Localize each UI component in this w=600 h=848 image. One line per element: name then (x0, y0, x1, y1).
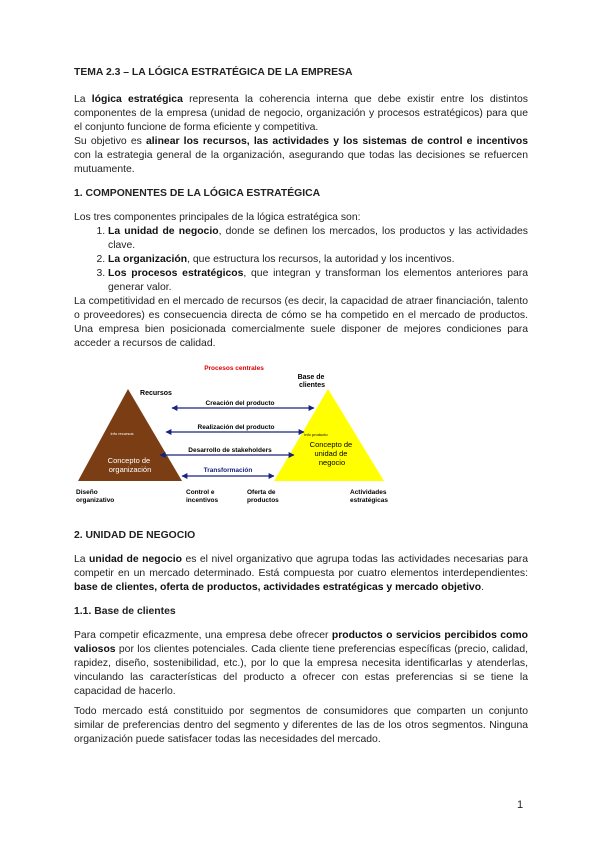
arrow-label-stakeholders: Desarrollo de stakeholders (188, 447, 272, 454)
list-item: 1. La unidad de negocio, donde se definen los mercados, los productos y las actividades clave. (108, 225, 528, 253)
section-1-lead: Los tres componentes principales de la lógica estratégica son: (74, 212, 361, 223)
section-2-paragraph-3: Todo mercado está constituido por segmentos de consumidores que comparten un conjunto similar de preferencias dentro del segmento y diferentes de las de los otros segmentos. Ninguna organización puede satisfacer todas las necesidades del mercado. (74, 706, 528, 745)
left-small-label: Info recursos (110, 431, 134, 436)
processes-label: Procesos centrales (204, 365, 264, 372)
page-number: 1 (517, 799, 524, 811)
page-title: TEMA 2.3 – LA LÓGICA ESTRATÉGICA DE LA EMPRESA (74, 67, 353, 78)
list-item: 3. Los procesos estratégicos, que integran y transforman los elementos anteriores para generar valor. (108, 267, 528, 295)
section-2-paragraph-1: La unidad de negocio es el nivel organizativo que agrupa todas las actividades necesarias para competir en un mercado determinado. Está compuesta por cuatro elementos interdependientes: base de clientes, oferta de productos, actividades estratégicas y mercado objetivo. (74, 554, 528, 593)
diagram-svg (74, 361, 404, 519)
intro-paragraph-1: La lógica estratégica representa la coherencia interna que debe existir entre los distintos componentes de la empresa (unidad de negocio, organización y procesos estratégicos) para que el conjunto funcione de forma eficiente y competitiva. (74, 94, 528, 133)
subsection-heading: 1.1. Base de clientes (74, 606, 176, 617)
strategic-logic-diagram (74, 361, 528, 519)
arrow-label-creacion: Creación del producto (205, 400, 275, 407)
document-page (74, 66, 528, 747)
list-item: 2. La organización, que estructura los recursos, la autoridad y los incentivos. (108, 253, 528, 267)
business-unit-triangle (274, 389, 384, 481)
bottom-label-oferta: Oferta de productos (247, 489, 279, 504)
right-small-label: info producto (304, 432, 328, 437)
bottom-label-control: Control e incentivos (186, 489, 219, 504)
section-1-heading: 1. COMPONENTES DE LA LÓGICA ESTRATÉGICA (74, 188, 321, 199)
bottom-label-actividades: Actividades estratégicas (350, 489, 388, 504)
left-triangle-label: Concepto de organización (107, 456, 152, 474)
section-1-after: La competitividad en el mercado de recursos (es decir, la capacidad de atraer financiación, talento o proveedores) es consecuencia directa de cómo se ha competido en el mercado de productos. Una empresa bien posicionada comercialmente suele disponer de mejores condiciones para acceder a recursos de calidad. (74, 296, 528, 349)
components-list (74, 225, 528, 295)
arrow-label-realizacion: Realización del producto (197, 424, 275, 431)
intro-paragraph-2: Su objetivo es alinear los recursos, las actividades y los sistemas de control e incentivos con la estrategia general de la organización, asegurando que todas las decisiones se refuercen mutuamente. (74, 136, 528, 175)
resources-label: Recursos (140, 390, 172, 397)
right-triangle-label: Concepto de unidad de negocio (309, 440, 353, 467)
bottom-label-diseno: Diseño organizativo (76, 489, 115, 504)
section-2-paragraph-2: Para competir eficazmente, una empresa debe ofrecer productos o servicios percibidos como valiosos por los clientes potenciales. Cada cliente tiene preferencias específicas (precio, calidad, rapidez, diseño, sostenibilidad, etc.), por lo que la empresa necesita identificarlas y atenderlas, vinculando las características del producto a ofrecer con estas preferencias si se tiene la capacidad de hacerlo. (74, 630, 528, 697)
arrow-label-transformacion: Transformación (203, 467, 253, 474)
section-2-heading: 2. UNIDAD DE NEGOCIO (74, 530, 196, 541)
customer-base-label: Base de clientes (297, 374, 326, 389)
